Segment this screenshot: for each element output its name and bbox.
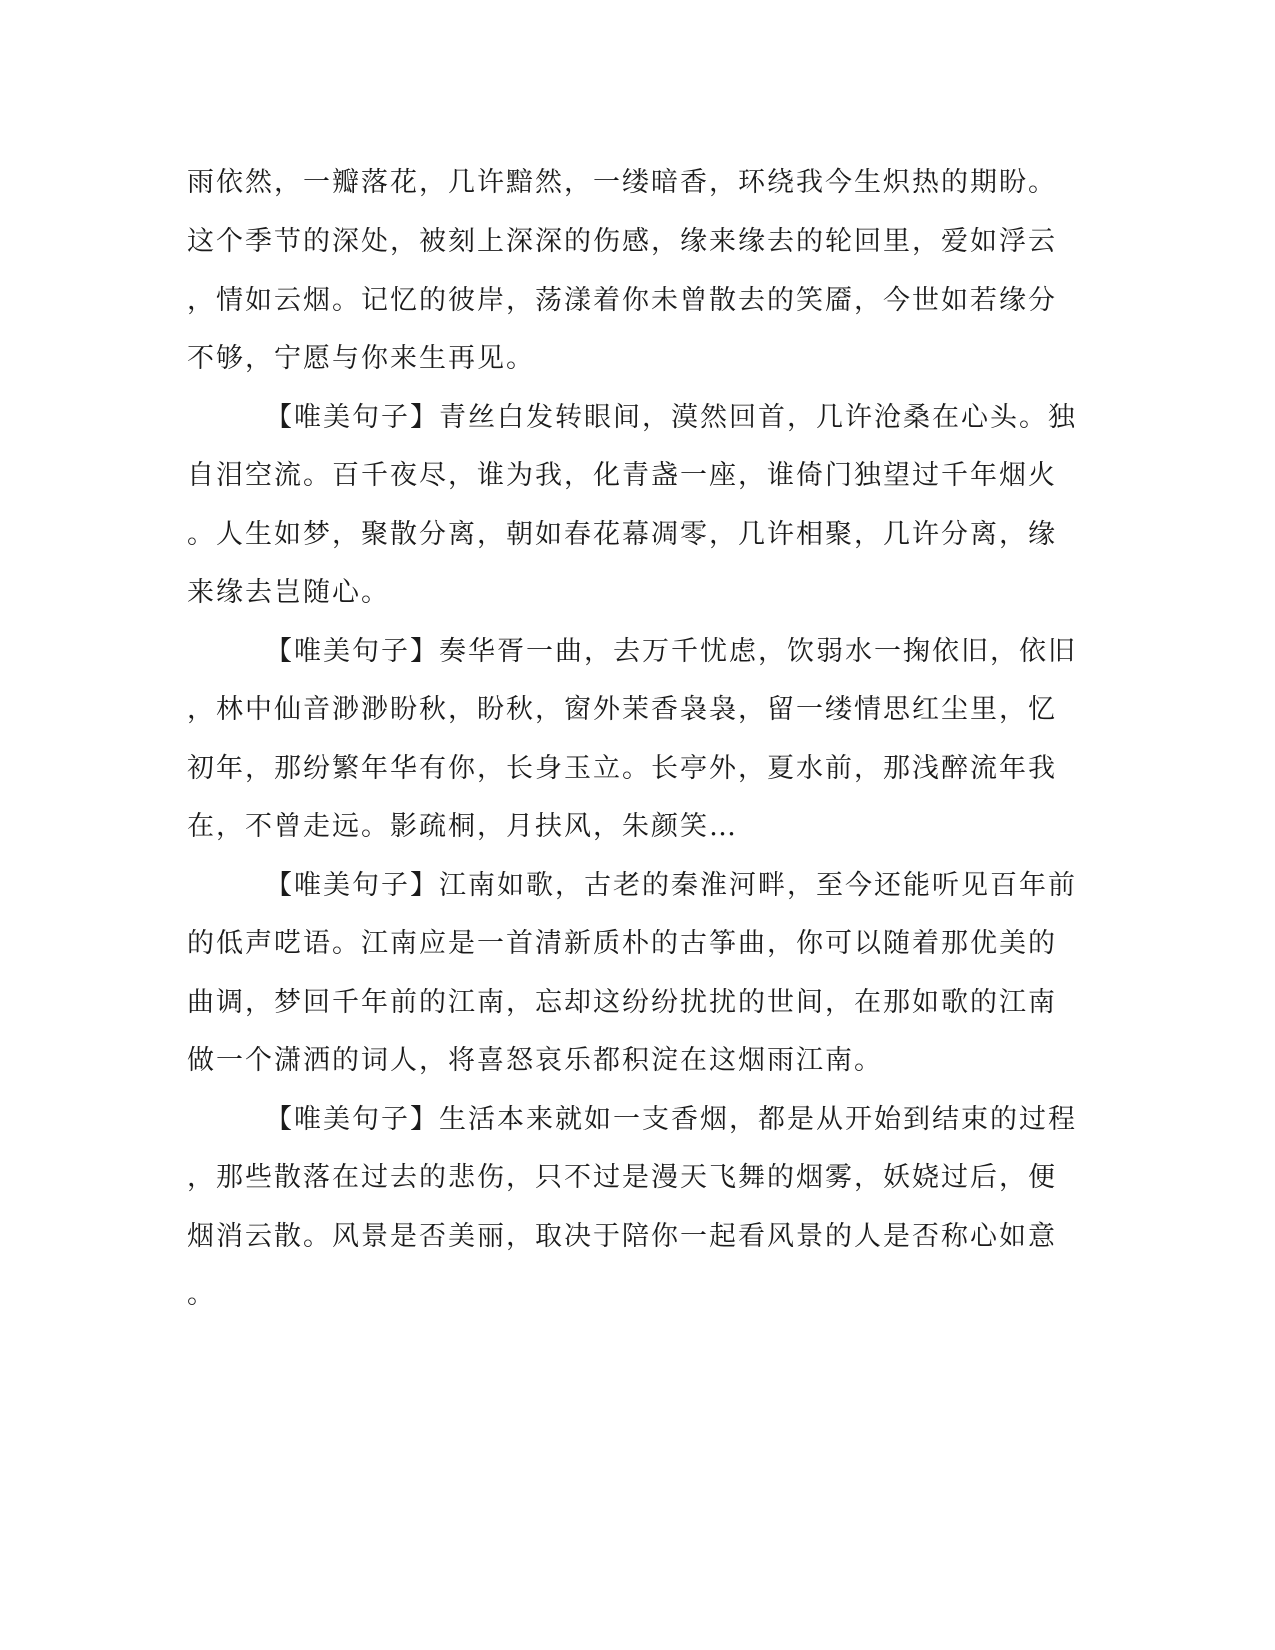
paragraph-first-line: 【唯美句子】奏华胥一曲，去万千忧虑，饮弱水一掬依旧，依旧: [265, 636, 1077, 667]
paragraph-first-line: 【唯美句子】生活本来就如一支香烟，都是从开始到结束的过程: [265, 1104, 1077, 1135]
paragraph-first-line: 【唯美句子】江南如歌，古老的秦淮河畔，至今还能听见百年前: [265, 870, 1077, 901]
text-line: 。人生如梦，聚散分离，朝如春花幕凋零，几许相聚，几许分离，缘: [187, 519, 1057, 550]
text-line: 在，不曾走远。影疏桐，月扶风，朱颜笑…: [187, 811, 738, 842]
text-line: 的低声呓语。江南应是一首清新质朴的古筝曲，你可以随着那优美的: [187, 928, 1057, 959]
text-line: 。: [187, 1279, 216, 1310]
text-line: 初年，那纷繁年华有你，长身玉立。长亭外，夏水前，那浅醉流年我: [187, 753, 1057, 784]
text-line: ，林中仙音渺渺盼秋，盼秋，窗外茉香袅袅，留一缕情思红尘里，忆: [187, 694, 1057, 725]
text-line: 不够，宁愿与你来生再见。: [187, 343, 535, 374]
text-line: ，情如云烟。记忆的彼岸，荡漾着你未曾散去的笑靥，今世如若缘分: [187, 285, 1057, 316]
text-line: ，那些散落在过去的悲伤，只不过是漫天飞舞的烟雾，妖娆过后，便: [187, 1162, 1057, 1193]
text-line: 雨依然，一瓣落花，几许黯然，一缕暗香，环绕我今生炽热的期盼。: [187, 167, 1057, 198]
text-line: 烟消云散。风景是否美丽，取决于陪你一起看风景的人是否称心如意: [187, 1221, 1057, 1252]
text-line: 做一个潇洒的词人，将喜怒哀乐都积淀在这烟雨江南。: [187, 1045, 883, 1076]
text-line: 曲调，梦回千年前的江南，忘却这纷纷扰扰的世间，在那如歌的江南: [187, 987, 1057, 1018]
text-line: 这个季节的深处，被刻上深深的伤感，缘来缘去的轮回里，爱如浮云: [187, 226, 1057, 257]
text-line: 自泪空流。百千夜尽，谁为我，化青盏一座，谁倚门独望过千年烟火: [187, 460, 1057, 491]
paragraph-first-line: 【唯美句子】青丝白发转眼间，漠然回首，几许沧桑在心头。独: [265, 402, 1077, 433]
text-line: 来缘去岂随心。: [187, 577, 390, 608]
